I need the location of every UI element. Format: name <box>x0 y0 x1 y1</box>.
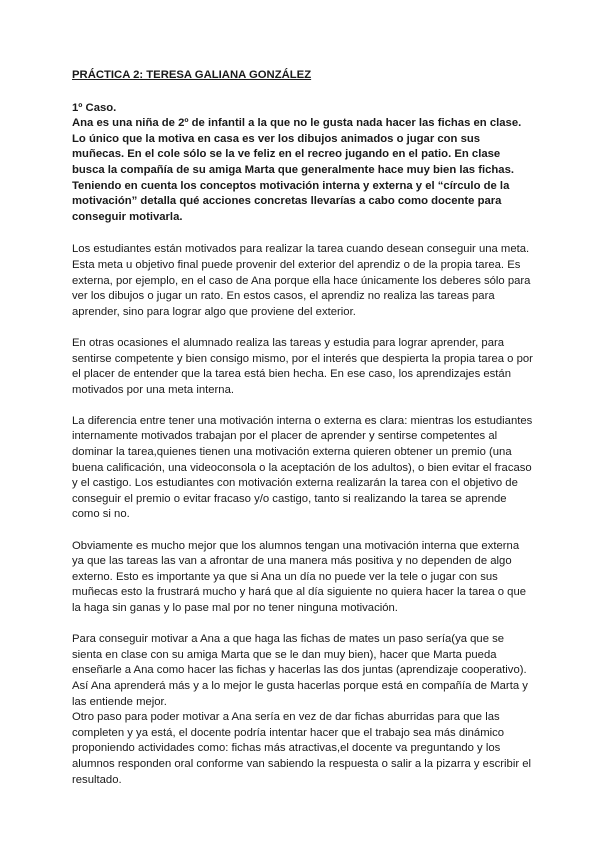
paragraph-2: En otras ocasiones el alumnado realiza las tareas y estudia para lograr aprender, para sentirse competente y bien consigo mismo, por el interés que despierta la propia tarea o por el placer de entender que la tarea está bien hecha. En ese caso, los aprendizajes están motivados por una meta interna. <box>72 336 533 396</box>
paragraph-1: Los estudiantes están motivados para realizar la tarea cuando desean conseguir una meta. Esta meta u objetivo final puede provenir del exterior del aprendiz o de la propia tarea. Es externa, por ejemplo, en el caso de Ana porque ella hace únicamente los deberes sólo para ver los dibujos o jugar un rato. En estos casos, el aprendiz no realiza las tareas para aprender, sino para lograr algo que proviene del exterior. <box>72 243 531 318</box>
paragraph-4: Obviamente es mucho mejor que los alumnos tengan una motivación interna que externa ya que las tareas las van a afrontar de una manera más positiva y no dependen de algo externo. Esto es importante ya que si Ana un día no puede ver la tele o jugar con sus muñecas esto la frustrará mucho y hará que al día siguiente no quiera hacer la tarea o que la haga sin ganas y lo pase mal por no tener ninguna motivación. <box>72 539 527 614</box>
paragraph-5: Para conseguir motivar a Ana a que haga las fichas de mates un paso sería(ya que se sienta en clase con su amiga Marta que se le dan muy bien), hacer que Marta pueda enseñarle a Ana como hacer las fichas y hacerlas las dos juntas (aprendizaje cooperativo). Así Ana aprenderá más y a lo mejor le gusta hacerlas porque está en compañía de Marta y las entiende mejor. <box>72 633 528 708</box>
case-statement: Ana es una niña de 2º de infantil a la que no le gusta nada hacer las fichas en clase. Lo único que la motiva en casa es ver los dibujos animados o jugar con sus muñecas. En el cole sólo se la ve feliz en el recreo jugando en el patio. En clase busca la compañía de su amiga Marta que generalmente hace muy bien las fichas. Teniendo en cuenta los conceptos motivación interna y externa y el “círculo de la motivación” detalla qué acciones concretas llevarías a cabo como docente para conseguir motivarla. <box>72 117 522 223</box>
document-page <box>72 68 534 788</box>
paragraph-3: La diferencia entre tener una motivación interna o externa es clara: mientras los estudiantes internamente motivados trabajan por el placer de aprender y sentirse competentes al dominar la tarea,quienes tienen una motivación externa quieren obtener un premio (una buena calificación, una videoconsola o la aceptación de los adultos), o bien evitar el fracaso y el castigo. Los estudiantes con motivación externa realizarán la tarea con el objetivo de conseguir el premio o evitar fracaso y/o castigo, tanto si realizando la tarea se aprende como si no. <box>72 414 533 521</box>
paragraph-6: Otro paso para poder motivar a Ana sería en vez de dar fichas aburridas para que las completen y ya está, el docente podría intentar hacer que el trabajo sea más dinámico proponiendo actividades como: fichas más atractivas,el docente va preguntando y los alumnos responden oral conforme van sabiendo la respuesta o salir a la pizarra y escribir el resultado. <box>72 711 532 786</box>
case-heading: 1º Caso. <box>72 101 117 114</box>
document-title: PRÁCTICA 2: TERESA GALIANA GONZÁLEZ <box>72 69 312 81</box>
